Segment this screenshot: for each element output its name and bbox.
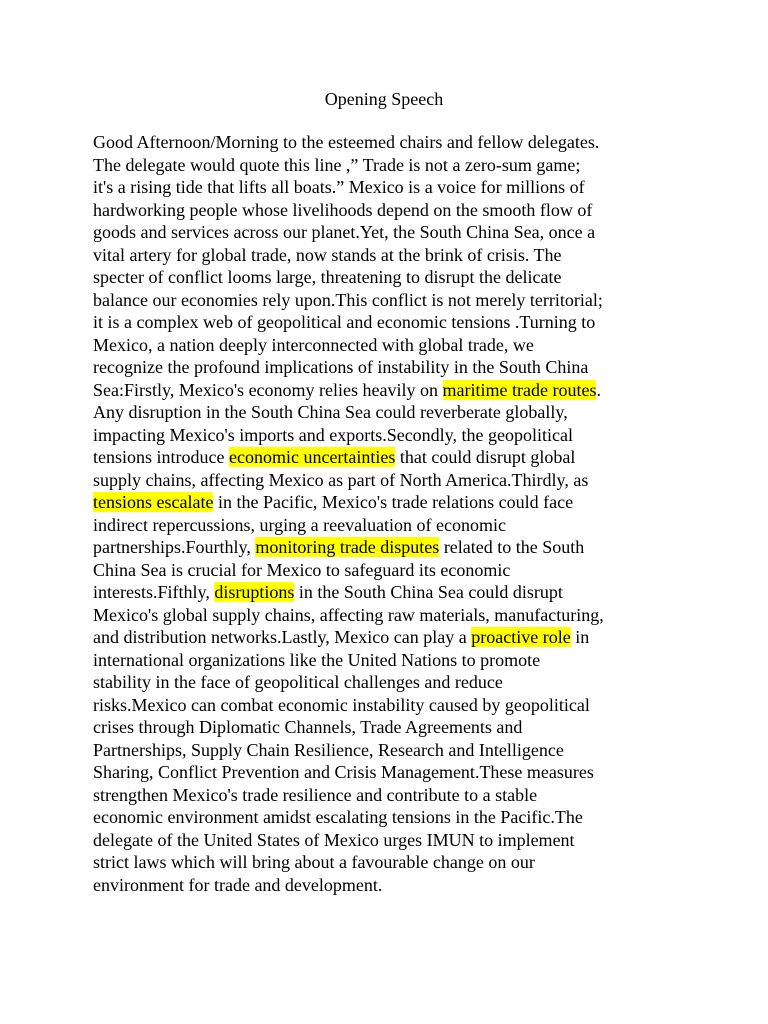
text-line — [93, 379, 693, 402]
text-segment: Sea:Firstly, Mexico's economy relies heavily on — [93, 379, 443, 400]
text-line — [93, 176, 693, 199]
text-segment: crises through Diplomatic Channels, Trade Agreements and — [93, 717, 523, 737]
text-segment: supply chains, affecting Mexico as part of North America.Thirdly, as — [93, 469, 589, 490]
text-line — [93, 694, 693, 717]
text-line — [93, 716, 693, 739]
text-line — [93, 581, 693, 604]
highlighted-phrase: proactive role — [471, 627, 571, 647]
text-line — [93, 334, 693, 357]
text-line — [93, 131, 693, 154]
text-segment: related to the South — [439, 537, 585, 557]
text-line — [93, 311, 693, 334]
text-line — [93, 626, 693, 649]
text-segment: balance our economies rely upon.This conflict is not merely territorial; — [93, 289, 603, 310]
text-segment: strengthen Mexico's trade resilience and contribute to a stable — [93, 784, 538, 805]
text-segment: Mexico's global supply chains, affecting raw materials, manufacturing, — [93, 604, 604, 625]
text-segment: Partnerships, Supply Chain Resilience, Research and Intelligence — [93, 739, 564, 760]
text-line — [93, 446, 693, 469]
text-segment: interests.Fifthly, — [93, 582, 215, 602]
text-segment: stability in the face of geopolitical challenges and reduce — [93, 672, 503, 692]
text-segment: economic environment amidst escalating tensions in the Pacific.The — [93, 807, 583, 827]
text-segment: China Sea is crucial for Mexico to safeguard its economic — [93, 559, 511, 580]
text-line — [93, 806, 693, 829]
text-segment: Mexico, a nation deeply interconnected with global trade, we — [93, 334, 534, 355]
text-segment: environment for trade and development. — [93, 874, 383, 895]
text-line — [93, 649, 693, 672]
text-segment: goods and services across our planet.Yet, the South China Sea, once a — [93, 222, 596, 242]
text-line — [93, 851, 693, 874]
text-line — [93, 356, 693, 379]
text-line — [93, 829, 693, 852]
text-line — [93, 784, 693, 807]
text-line — [93, 424, 693, 447]
text-segment: in the South China Sea could disrupt — [294, 582, 563, 602]
text-segment: tensions introduce — [93, 447, 229, 467]
text-segment: The delegate would quote this line ,” Trade is not a zero-sum game; — [93, 154, 581, 175]
text-line — [93, 536, 693, 559]
text-line — [93, 671, 693, 694]
text-segment: in — [570, 627, 590, 647]
text-segment: that could disrupt global — [395, 447, 576, 467]
text-segment: risks.Mexico can combat economic instability caused by geopolitical — [93, 694, 590, 715]
text-segment: vital artery for global trade, now stands at the brink of crisis. The — [93, 244, 562, 265]
highlighted-phrase: economic uncertainties — [228, 447, 396, 467]
text-segment: it is a complex web of geopolitical and economic tensions .Turning to — [93, 312, 596, 332]
text-line — [93, 221, 693, 244]
text-line — [93, 874, 693, 897]
text-segment: recognize the profound implications of instability in the South China — [93, 357, 589, 377]
text-segment: impacting Mexico's imports and exports.Secondly, the geopolitical — [93, 424, 573, 445]
highlighted-phrase: disruptions — [214, 582, 295, 602]
page-title: Opening Speech — [324, 89, 444, 109]
highlighted-phrase: tensions escalate — [93, 492, 214, 512]
text-segment: partnerships.Fourthly, — [93, 537, 256, 557]
text-segment: hardworking people whose livelihoods depend on the smooth flow of — [93, 199, 593, 220]
highlighted-phrase: monitoring trade disputes — [255, 537, 440, 557]
text-segment: in the Pacific, Mexico's trade relations could face — [213, 492, 574, 512]
text-line — [93, 244, 693, 267]
text-line — [93, 761, 693, 784]
text-line — [93, 739, 693, 762]
text-line — [93, 199, 693, 222]
text-segment: it's a rising tide that lifts all boats.” Mexico is a voice for millions of — [93, 177, 585, 197]
text-segment: strict laws which will bring about a favourable change on our — [93, 852, 535, 872]
text-line — [93, 154, 693, 177]
text-line — [93, 289, 693, 312]
text-line — [93, 514, 693, 537]
speech-body — [93, 131, 693, 896]
text-line — [93, 559, 693, 582]
text-line — [93, 401, 693, 424]
text-segment: delegate of the United States of Mexico urges IMUN to implement — [93, 829, 575, 850]
text-segment: Sharing, Conflict Prevention and Crisis Management.These measures — [93, 762, 594, 782]
text-line — [93, 604, 693, 627]
text-segment: . — [596, 379, 601, 400]
text-segment: international organizations like the United Nations to promote — [93, 649, 541, 670]
text-segment: and distribution networks.Lastly, Mexico can play a — [93, 627, 472, 647]
highlighted-phrase: maritime trade routes — [442, 379, 597, 400]
text-segment: indirect repercussions, urging a reevaluation of economic — [93, 514, 507, 535]
text-line — [93, 491, 693, 514]
text-segment: specter of conflict looms large, threatening to disrupt the delicate — [93, 267, 562, 287]
text-line — [93, 469, 693, 492]
text-segment: Any disruption in the South China Sea could reverberate globally, — [93, 402, 568, 422]
text-line — [93, 266, 693, 289]
text-segment: Good Afternoon/Morning to the esteemed chairs and fellow delegates. — [93, 132, 600, 152]
